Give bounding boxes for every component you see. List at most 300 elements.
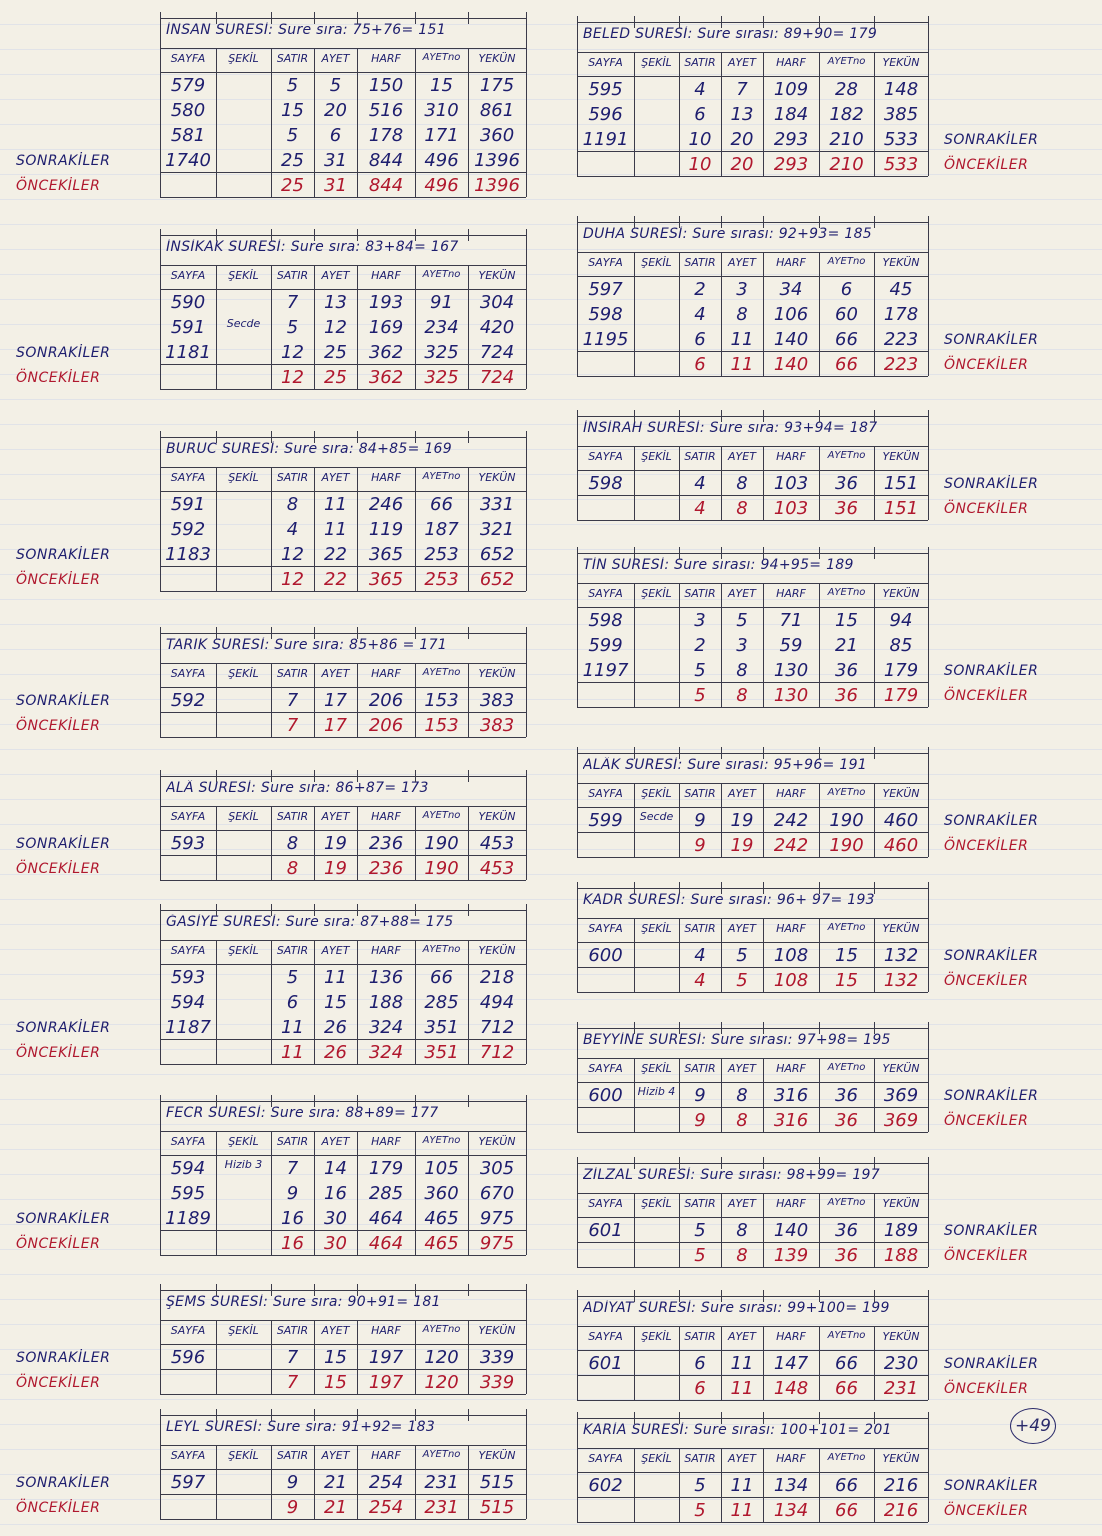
table-cell: 169 (368, 317, 404, 338)
table-title: ZİLZAL SURESİ: Sure sırası: 98+99= 197 (583, 1167, 880, 1183)
previous-total-cell: 4 (694, 970, 706, 991)
column-header: AYET (321, 944, 350, 957)
table-cell: 130 (773, 660, 809, 681)
previous-total-cell: 36 (835, 1110, 858, 1131)
col-tick (216, 229, 217, 241)
table-cell: 515 (479, 1472, 515, 1493)
table-title: LEYL SURESİ: Sure sıra: 91+92= 183 (166, 1419, 436, 1435)
previous-label: ÖNCEKİLER (944, 1248, 1029, 1264)
table-cell: 7 (286, 292, 299, 313)
table-cell: 59 (779, 635, 803, 656)
table-cell: 106 (773, 304, 809, 325)
column-header: SAYFA (170, 944, 206, 957)
col-tick (679, 547, 680, 559)
page-cell: 600 (588, 1085, 623, 1106)
table-cell: 36 (835, 473, 858, 494)
col-tick (634, 1290, 635, 1302)
frame-right (928, 1296, 929, 1326)
row-rule (577, 276, 928, 277)
table-cell: 420 (479, 317, 515, 338)
col-tick (271, 1284, 272, 1296)
table-cell: 25 (281, 150, 304, 171)
table-cell: 66 (835, 1353, 858, 1374)
table-cell: 6 (286, 992, 299, 1013)
column-header: SAYFA (170, 269, 206, 282)
row-rule (160, 855, 526, 856)
page-cell: 598 (588, 610, 623, 631)
col-rule (526, 940, 527, 1064)
col-tick (819, 1157, 820, 1169)
col-tick (763, 16, 764, 28)
column-header: YEKÜN (478, 667, 516, 680)
table-cell: 223 (883, 329, 919, 350)
table-cell: 36 (835, 1220, 858, 1241)
row-rule (160, 591, 526, 592)
table-cell: 305 (479, 1158, 515, 1179)
previous-total-cell: 130 (773, 685, 809, 706)
row-rule (577, 1326, 928, 1327)
table-title: ŞEMS SURESİ: Sure sıra: 90+91= 181 (166, 1294, 441, 1310)
column-header: SATIR (276, 269, 309, 282)
next-label: SONRAKİLER (16, 1020, 111, 1036)
row-rule (577, 942, 928, 943)
table-cell: 175 (479, 75, 515, 96)
table-cell: 10 (688, 129, 712, 150)
frame-right (526, 18, 527, 48)
column-header: AYETno (827, 450, 866, 461)
row-rule (160, 1255, 526, 1256)
previous-total-cell: 324 (368, 1042, 404, 1063)
row-rule (577, 607, 928, 608)
table-cell: 20 (324, 100, 347, 121)
row-rule (577, 151, 928, 152)
col-tick (679, 1290, 680, 1302)
column-header: AYETno (422, 1449, 461, 1460)
top-rule (160, 18, 526, 19)
table-cell: 15 (324, 992, 347, 1013)
page-cell: 598 (588, 473, 623, 494)
col-tick (634, 216, 635, 228)
previous-total-cell: 103 (773, 498, 809, 519)
table-cell: 134 (773, 1475, 809, 1496)
table-cell: 362 (368, 342, 404, 363)
column-header: YEKÜN (478, 471, 516, 484)
row-rule (160, 491, 526, 492)
previous-label: ÖNCEKİLER (944, 1503, 1029, 1519)
column-header: SATIR (276, 1449, 309, 1462)
table-cell: 304 (479, 292, 515, 313)
previous-total-cell: 351 (424, 1042, 459, 1063)
table-cell: 178 (883, 304, 919, 325)
col-tick (415, 12, 416, 24)
column-header: ŞEKİL (641, 587, 672, 600)
page-cell: 595 (588, 79, 623, 100)
column-header: SATIR (276, 1324, 309, 1337)
previous-total-cell: 515 (479, 1497, 515, 1518)
column-header: HARF (371, 471, 401, 484)
column-header: SAYFA (588, 787, 623, 800)
page-cell: 1189 (165, 1208, 211, 1229)
table-title: İNSİRAH SURESİ: Sure sıra: 93+94= 187 (583, 420, 878, 436)
table-cell: 103 (773, 473, 809, 494)
col-tick (874, 1022, 875, 1034)
column-header: ŞEKİL (228, 1135, 259, 1148)
column-header: ŞEKİL (228, 944, 259, 957)
table-cell: 210 (829, 129, 864, 150)
previous-total-cell: 19 (730, 835, 754, 856)
col-rule (928, 446, 929, 520)
col-tick (874, 1290, 875, 1302)
col-tick (819, 882, 820, 894)
column-header: ŞEKİL (228, 471, 259, 484)
column-header: AYET (728, 56, 756, 69)
table-cell: 246 (368, 494, 404, 515)
frame-left (160, 1101, 161, 1131)
table-cell: 2 (694, 279, 706, 300)
table-cell: 5 (736, 610, 748, 631)
col-tick (721, 1290, 722, 1302)
column-header: YEKÜN (478, 1324, 516, 1337)
previous-label: ÖNCEKİLER (16, 1045, 101, 1061)
table-cell: 494 (479, 992, 515, 1013)
page-cell: 1191 (582, 129, 629, 150)
table-cell: 712 (479, 1017, 515, 1038)
column-header: YEKÜN (882, 922, 920, 935)
column-header: HARF (371, 667, 401, 680)
table-cell: 7 (286, 690, 299, 711)
top-rule (160, 437, 526, 438)
column-header: AYET (728, 256, 756, 269)
column-header: AYETno (827, 56, 866, 67)
next-label: SONRAKİLER (944, 1356, 1039, 1372)
table-cell: 14 (324, 1158, 347, 1179)
col-tick (468, 1095, 469, 1107)
next-label: SONRAKİLER (16, 547, 111, 563)
row-rule (577, 470, 928, 471)
surah-table (577, 753, 928, 857)
table-cell: 179 (883, 660, 919, 681)
col-rule (526, 663, 527, 737)
previous-total-cell: 7 (286, 715, 299, 736)
col-rule (928, 252, 929, 376)
previous-total-cell: 242 (773, 835, 809, 856)
page-cell: 600 (588, 945, 623, 966)
row-rule (577, 1058, 928, 1059)
row-rule (160, 1394, 526, 1395)
table-cell: 230 (883, 1353, 919, 1374)
col-tick (357, 770, 358, 782)
table-cell: 5 (694, 1475, 706, 1496)
table-cell: 21 (324, 1472, 347, 1493)
table-cell: 385 (883, 104, 919, 125)
page-cell: 597 (588, 279, 623, 300)
column-header: AYETno (422, 269, 461, 280)
table-cell: 724 (479, 342, 515, 363)
previous-total-cell: 25 (324, 367, 347, 388)
col-tick (634, 1157, 635, 1169)
column-header: AYET (321, 1449, 350, 1462)
next-label: SONRAKİLER (944, 948, 1039, 964)
column-header: AYET (321, 1324, 350, 1337)
table-cell: 5 (286, 75, 299, 96)
surah-table (577, 1418, 928, 1522)
previous-total-cell: 5 (736, 970, 748, 991)
column-header: HARF (371, 1324, 401, 1337)
col-tick (679, 16, 680, 28)
column-header: SAYFA (588, 1197, 623, 1210)
previous-total-cell: 216 (883, 1500, 919, 1521)
column-header: AYETno (827, 1197, 866, 1208)
column-header: YEKÜN (478, 52, 516, 65)
table-cell: 5 (286, 967, 299, 988)
col-tick (271, 1095, 272, 1107)
col-tick (271, 431, 272, 443)
row-rule (577, 1193, 928, 1194)
col-tick (216, 904, 217, 916)
table-cell: 7 (286, 1347, 299, 1368)
table-cell: 5 (329, 75, 342, 96)
next-label: SONRAKİLER (944, 1223, 1039, 1239)
table-cell: 8 (736, 1085, 748, 1106)
previous-total-cell: 22 (324, 569, 347, 590)
previous-total-cell: 210 (829, 154, 864, 175)
previous-total-cell: 5 (694, 1245, 706, 1266)
column-header: AYETno (827, 1062, 866, 1073)
frame-left (577, 753, 578, 783)
previous-label: ÖNCEKİLER (944, 973, 1029, 989)
table-cell: 844 (368, 150, 404, 171)
previous-total-cell: 5 (694, 685, 706, 706)
next-label: SONRAKİLER (16, 836, 111, 852)
surah-table (160, 1101, 526, 1255)
previous-total-cell: 464 (368, 1233, 404, 1254)
surah-table (577, 888, 928, 992)
column-header: AYETno (422, 471, 461, 482)
col-tick (357, 229, 358, 241)
row-rule (577, 376, 928, 377)
table-cell: 316 (773, 1085, 809, 1106)
table-cell: 8 (286, 494, 299, 515)
previous-total-cell: 12 (281, 569, 304, 590)
table-cell: 325 (424, 342, 459, 363)
previous-total-cell: 6 (694, 1378, 706, 1399)
previous-total-cell: 11 (730, 1378, 754, 1399)
col-tick (216, 770, 217, 782)
surah-table (160, 1290, 526, 1394)
column-header: SATIR (684, 256, 716, 269)
table-cell: 216 (883, 1475, 919, 1496)
top-rule (577, 222, 928, 223)
table-cell: 11 (324, 519, 347, 540)
table-title: BEYYİNE SURESİ: Sure sırası: 97+98= 195 (583, 1032, 891, 1048)
column-header: ŞEKİL (641, 56, 672, 69)
col-tick (763, 1022, 764, 1034)
col-rule (928, 583, 929, 707)
col-tick (271, 229, 272, 241)
top-rule (160, 235, 526, 236)
table-cell: 179 (368, 1158, 404, 1179)
frame-left (577, 1163, 578, 1193)
column-header: HARF (776, 450, 806, 463)
col-rule (160, 48, 161, 197)
col-rule (216, 1131, 217, 1255)
column-header: SATIR (684, 450, 716, 463)
column-header: ŞEKİL (641, 1197, 672, 1210)
col-tick (314, 229, 315, 241)
col-tick (357, 1409, 358, 1421)
row-rule (577, 783, 928, 784)
previous-total-cell: 724 (479, 367, 515, 388)
table-cell: 34 (779, 279, 803, 300)
table-cell: 120 (424, 1347, 459, 1368)
surah-table (160, 235, 526, 389)
top-rule (577, 1163, 928, 1164)
table-cell: 293 (773, 129, 809, 150)
column-header: AYET (321, 810, 350, 823)
col-tick (679, 1157, 680, 1169)
table-cell: Hizib 4 (637, 1085, 676, 1098)
table-cell: 66 (835, 329, 858, 350)
table-cell: 2 (694, 635, 706, 656)
table-cell: 206 (368, 690, 404, 711)
frame-right (526, 633, 527, 663)
row-rule (577, 176, 928, 177)
previous-total-cell: 36 (835, 685, 858, 706)
col-rule (216, 48, 217, 197)
previous-total-cell: 460 (883, 835, 919, 856)
frame-right (928, 22, 929, 52)
page-cell: 1740 (165, 150, 211, 171)
previous-label: ÖNCEKİLER (16, 861, 101, 877)
table-cell: 365 (368, 544, 404, 565)
row-rule (577, 1522, 928, 1523)
column-header: YEKÜN (882, 56, 920, 69)
col-tick (314, 627, 315, 639)
surah-table (577, 1163, 928, 1267)
column-header: AYET (728, 1452, 756, 1465)
previous-total-cell: 712 (479, 1042, 515, 1063)
row-rule (160, 1155, 526, 1156)
table-cell: 8 (736, 1220, 748, 1241)
row-rule (160, 830, 526, 831)
top-rule (160, 776, 526, 777)
table-cell: 21 (835, 635, 858, 656)
col-tick (763, 1290, 764, 1302)
col-tick (468, 12, 469, 24)
frame-left (577, 1418, 578, 1448)
col-tick (314, 1095, 315, 1107)
page-cell: 596 (170, 1347, 206, 1368)
top-rule (160, 1415, 526, 1416)
col-rule (526, 1320, 527, 1394)
col-tick (874, 747, 875, 759)
col-rule (526, 1445, 527, 1519)
table-cell: 9 (286, 1472, 299, 1493)
table-cell: 12 (281, 342, 304, 363)
frame-left (577, 22, 578, 52)
column-header: HARF (776, 256, 806, 269)
previous-total-cell: 15 (835, 970, 858, 991)
table-cell: 66 (430, 494, 453, 515)
table-cell: 85 (889, 635, 913, 656)
table-cell: 15 (835, 610, 858, 631)
previous-total-cell: 293 (773, 154, 809, 175)
table-cell: 20 (730, 129, 754, 150)
column-header: YEKÜN (882, 450, 920, 463)
col-tick (763, 1412, 764, 1424)
table-cell: 30 (324, 1208, 347, 1229)
table-title: ĞASİYE SURESİ: Sure sıra: 87+88= 175 (166, 914, 454, 930)
table-cell: 465 (424, 1208, 459, 1229)
row-rule (577, 857, 928, 858)
col-tick (468, 1409, 469, 1421)
table-cell: 5 (736, 945, 748, 966)
table-cell: 460 (883, 810, 919, 831)
page-cell: 581 (170, 125, 206, 146)
col-tick (216, 1284, 217, 1296)
surah-table (577, 222, 928, 376)
col-tick (271, 904, 272, 916)
col-tick (468, 431, 469, 443)
col-tick (679, 216, 680, 228)
table-title: ALÂK SURESİ: Sure sırası: 95+96= 191 (583, 757, 867, 773)
page-cell: 591 (170, 494, 206, 515)
col-tick (314, 1409, 315, 1421)
frame-right (928, 222, 929, 252)
next-label: SONRAKİLER (16, 693, 111, 709)
column-header: SAYFA (170, 1135, 206, 1148)
page-cell: 601 (588, 1220, 623, 1241)
table-cell: 5 (286, 125, 299, 146)
col-tick (415, 1284, 416, 1296)
page-cell: 592 (170, 690, 206, 711)
table-cell: 182 (829, 104, 864, 125)
surah-table (160, 437, 526, 591)
table-cell: 5 (694, 1220, 706, 1241)
top-rule (577, 416, 928, 417)
table-cell: 5 (694, 660, 706, 681)
col-tick (763, 410, 764, 422)
table-cell: 253 (424, 544, 459, 565)
col-tick (216, 1095, 217, 1107)
table-cell: 193 (368, 292, 404, 313)
column-header: ŞEKİL (641, 1330, 672, 1343)
column-header: AYETno (422, 810, 461, 821)
previous-total-cell: 231 (424, 1497, 459, 1518)
column-header: AYET (728, 1062, 756, 1075)
column-header: YEKÜN (882, 1452, 920, 1465)
previous-total-cell: 188 (883, 1245, 919, 1266)
frame-left (160, 633, 161, 663)
col-tick (679, 1022, 680, 1034)
row-rule (577, 52, 928, 53)
row-rule (577, 520, 928, 521)
column-header: ŞEKİL (641, 922, 672, 935)
row-rule (577, 1217, 928, 1218)
previous-total-cell: 66 (835, 354, 858, 375)
frame-right (526, 235, 527, 265)
page-cell: 602 (588, 1475, 623, 1496)
previous-total-cell: 325 (424, 367, 459, 388)
col-tick (216, 12, 217, 24)
col-tick (216, 627, 217, 639)
top-rule (577, 553, 928, 554)
frame-left (577, 222, 578, 252)
table-cell: 60 (835, 304, 858, 325)
column-header: AYET (321, 52, 350, 65)
row-rule (160, 566, 526, 567)
col-tick (819, 1412, 820, 1424)
